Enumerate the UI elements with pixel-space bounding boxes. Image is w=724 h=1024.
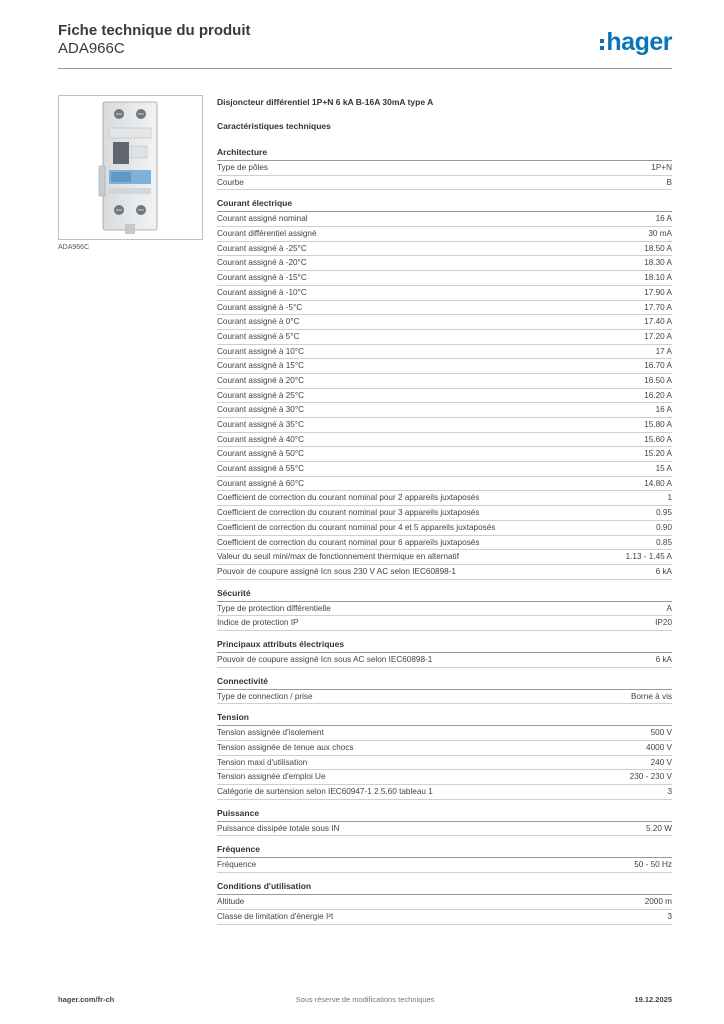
spec-value: 1: [667, 493, 672, 503]
spec-value: 0.90: [656, 522, 672, 532]
spec-row: [217, 315, 672, 330]
spec-value: 50 - 50 Hz: [634, 860, 672, 870]
spec-value: 16.70 A: [644, 361, 672, 371]
spec-value: 17.70 A: [644, 302, 672, 312]
spec-row: [217, 653, 672, 668]
spec-value: 16 A: [655, 405, 672, 415]
section-title: Architecture: [217, 147, 672, 161]
spec-value: 500 V: [650, 728, 672, 738]
spec-row: [217, 690, 672, 705]
spec-row: [217, 212, 672, 227]
spec-label: Courant assigné à 30°C: [217, 405, 305, 415]
spec-label: Tension assignée de tenue aux chocs: [217, 743, 354, 752]
spec-label: Courant assigné à 25°C: [217, 390, 305, 400]
spec-label: Courant assigné nominal: [217, 214, 308, 224]
spec-row: [217, 756, 672, 771]
spec-label: Courant assigné à 55°C: [217, 464, 305, 474]
spec-value: A: [666, 603, 672, 613]
spec-value: 240 V: [650, 757, 672, 767]
spec-label: Courant assigné à 10°C: [217, 346, 305, 356]
spec-label: Courant assigné à -25°C: [217, 243, 307, 253]
spec-value: 18.10 A: [644, 273, 672, 283]
spec-row: [217, 374, 672, 389]
page-footer: [58, 995, 672, 1009]
spec-label: Tension assignée d'isolement: [217, 728, 324, 738]
spec-label: Type de pôles: [217, 163, 268, 172]
spec-row: [217, 447, 672, 462]
spec-row: [217, 227, 672, 242]
spec-label: Coefficient de correction du courant nominal pour 4 et 5 appareils juxtaposés: [217, 522, 496, 532]
section-title: Connectivité: [217, 668, 672, 690]
spec-row: [217, 359, 672, 374]
spec-label: Courant différentiel assigné: [217, 229, 317, 239]
spec-value: 15 A: [655, 464, 672, 474]
spec-row: [217, 858, 672, 873]
footer-notice: Sous réserve de modifications techniques: [295, 995, 435, 1004]
spec-row: [217, 822, 672, 837]
spec-value: 15.20 A: [644, 449, 672, 459]
product-reference: ADA966C: [58, 40, 125, 57]
spec-row: [217, 506, 672, 521]
spec-content: [217, 95, 672, 925]
spec-row: [217, 242, 672, 257]
characteristics-title: Caractéristiques techniques: [217, 121, 331, 131]
spec-value: 14.80 A: [644, 478, 672, 488]
spec-value: 0.85: [656, 537, 672, 547]
spec-label: Tension maxi d'utilisation: [217, 757, 308, 767]
footer-date: 19.12.2025: [634, 995, 672, 1004]
spec-label: Courant assigné à -5°C: [217, 302, 303, 312]
spec-label: Catégorie de surtension selon IEC60947-1 2.5.60 tableau 1: [217, 787, 433, 797]
product-image: [58, 95, 203, 240]
spec-row: [217, 602, 672, 617]
spec-label: Coefficient de correction du courant nominal pour 3 appareils juxtaposés: [217, 508, 480, 518]
spec-value: 6 kA: [655, 566, 672, 576]
spec-row: [217, 741, 672, 756]
page-header: [58, 20, 672, 69]
section-title: Sécurité: [217, 580, 672, 602]
spec-value: 1P+N: [651, 163, 672, 172]
section-title: Conditions d'utilisation: [217, 873, 672, 895]
spec-value: Borne à vis: [631, 691, 672, 701]
spec-value: 4000 V: [646, 743, 672, 752]
spec-row: [217, 403, 672, 418]
spec-row: [217, 161, 672, 176]
spec-label: Courant assigné à -20°C: [217, 258, 307, 268]
spec-label: Valeur du seuil mini/max de fonctionnement thermique en alternatif: [217, 552, 459, 562]
circuit-breaker-icon: [59, 96, 202, 239]
spec-row: [217, 176, 672, 191]
spec-row: [217, 389, 672, 404]
section-title: Fréquence: [217, 836, 672, 858]
spec-value: 30 mA: [648, 229, 672, 239]
spec-value: 17.20 A: [644, 331, 672, 341]
spec-value: B: [666, 177, 672, 187]
spec-row: [217, 565, 672, 580]
spec-value: 1.13 - 1.45 A: [625, 552, 672, 562]
spec-label: Pouvoir de coupure assigné Icn sous 230 V AC selon IEC60898-1: [217, 566, 456, 576]
section-title: Tension: [217, 704, 672, 726]
spec-label: Type de protection différentielle: [217, 603, 331, 613]
spec-value: 17 A: [655, 346, 672, 356]
spec-row: [217, 521, 672, 536]
spec-row: [217, 418, 672, 433]
spec-row: [217, 286, 672, 301]
spec-label: Coefficient de correction du courant nominal pour 2 appareils juxtaposés: [217, 493, 480, 503]
spec-value: 15.60 A: [644, 434, 672, 444]
spec-row: [217, 785, 672, 800]
product-description: Disjoncteur différentiel 1P+N 6 kA B-16A 30mA type A: [217, 97, 434, 107]
spec-label: Classe de limitation d'énergie I²t: [217, 911, 334, 921]
footer-website: hager.com/fr-ch: [58, 995, 115, 1004]
spec-row: [217, 345, 672, 360]
spec-row: [217, 301, 672, 316]
product-image-caption: ADA966C: [58, 244, 90, 251]
spec-label: Courant assigné à -10°C: [217, 287, 307, 297]
logo-dots-icon: [600, 39, 604, 50]
spec-row: [217, 770, 672, 785]
spec-row: [217, 550, 672, 565]
hager-logo: [600, 26, 672, 58]
spec-value: 18.50 A: [644, 243, 672, 253]
spec-row: [217, 433, 672, 448]
spec-label: Altitude: [217, 897, 245, 907]
spec-value: 15.80 A: [644, 420, 672, 429]
spec-value: 17.90 A: [644, 287, 672, 297]
spec-label: Courant assigné à 20°C: [217, 375, 305, 385]
spec-label: Puissance dissipée totale sous IN: [217, 823, 340, 833]
spec-value: 3: [667, 787, 672, 797]
page-title: Fiche technique du produit: [58, 22, 251, 39]
spec-value: 230 - 230 V: [629, 772, 672, 782]
spec-value: 3: [667, 911, 672, 921]
spec-label: Type de connection / prise: [217, 691, 313, 701]
spec-row: [217, 491, 672, 506]
spec-label: Courbe: [217, 177, 244, 187]
spec-label: Courant assigné à 60°C: [217, 478, 305, 488]
spec-sections: [217, 147, 672, 925]
spec-label: Courant assigné à 50°C: [217, 449, 305, 459]
spec-value: 0.95: [656, 508, 672, 518]
spec-row: [217, 910, 672, 925]
spec-row: [217, 256, 672, 271]
spec-label: Coefficient de correction du courant nominal pour 6 appareils juxtaposés: [217, 537, 480, 547]
spec-value: 16.50 A: [644, 375, 672, 385]
spec-label: Indice de protection IP: [217, 618, 299, 628]
spec-value: 2000 m: [644, 897, 672, 907]
spec-row: [217, 726, 672, 741]
section-title: Principaux attributs électriques: [217, 631, 672, 653]
spec-value: IP20: [655, 618, 672, 628]
logo-text: hager: [606, 27, 672, 56]
section-title: Courant électrique: [217, 190, 672, 212]
spec-label: Courant assigné à 35°C: [217, 420, 305, 429]
spec-value: 5.20 W: [646, 823, 672, 833]
spec-label: Pouvoir de coupure assigné Icn sous AC selon IEC60898-1: [217, 654, 433, 664]
spec-label: Tension assignée d'emploi Ue: [217, 772, 326, 782]
spec-label: Courant assigné à 40°C: [217, 434, 305, 444]
section-title: Puissance: [217, 800, 672, 822]
spec-value: 16.20 A: [644, 390, 672, 400]
spec-row: [217, 895, 672, 910]
spec-row: [217, 477, 672, 492]
spec-label: Courant assigné à 5°C: [217, 331, 300, 341]
spec-row: [217, 330, 672, 345]
spec-value: 18.30 A: [644, 258, 672, 268]
spec-value: 17.40 A: [644, 317, 672, 327]
spec-label: Courant assigné à 15°C: [217, 361, 305, 371]
spec-row: [217, 271, 672, 286]
spec-value: 6 kA: [655, 654, 672, 664]
spec-label: Courant assigné à 0°C: [217, 317, 300, 327]
spec-row: [217, 536, 672, 551]
spec-row: [217, 616, 672, 631]
spec-value: 16 A: [655, 214, 672, 224]
spec-row: [217, 462, 672, 477]
spec-label: Courant assigné à -15°C: [217, 273, 307, 283]
spec-label: Fréquence: [217, 860, 257, 870]
